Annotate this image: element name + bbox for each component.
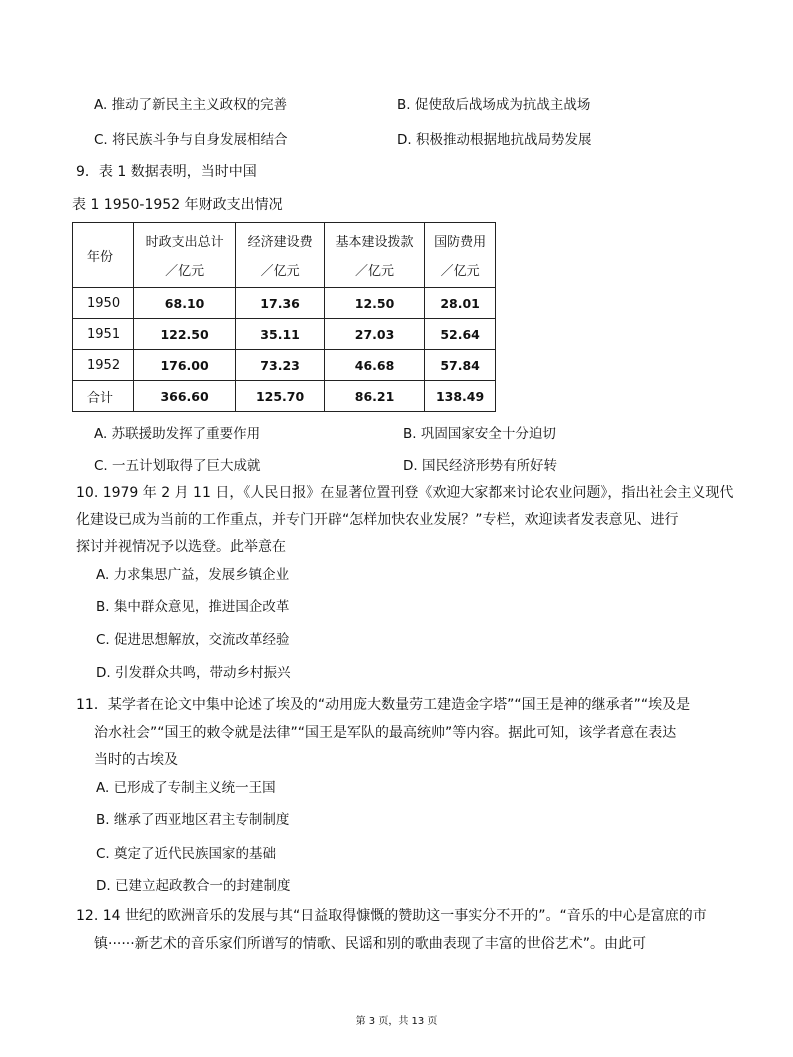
cell-defense: 52.64 (425, 319, 496, 350)
cell-economic: 125.70 (236, 381, 325, 412)
cell-year: 1951 (73, 319, 134, 350)
cell-total: 366.60 (133, 381, 235, 412)
q12-stem-line-2: 镇······新艺术的音乐家们所谱写的情歌、民谣和别的歌曲表现了丰富的世俗艺术”。由此可 (94, 936, 646, 952)
table-caption: 表 1 1950-1952 年财政支出情况 (72, 197, 283, 213)
cell-defense: 57.84 (425, 350, 496, 381)
q11-option-a: A. 已形成了专制主义统一王国 (96, 780, 276, 796)
cell-year: 合计 (73, 381, 134, 412)
q10-stem-line-1: 10. 1979 年 2 月 11 日，《人民日报》在显著位置刊登《欢迎大家都来讨论农业问题》，指出社会主义现代 (76, 485, 734, 501)
q9-stem: 9．表 1 数据表明，当时中国 (76, 164, 257, 180)
q11-option-d: D. 已建立起政教合一的封建制度 (96, 878, 291, 894)
cell-year: 1952 (73, 350, 134, 381)
table-row (73, 288, 496, 319)
cell-defense: 28.01 (425, 288, 496, 319)
finance-table (72, 222, 496, 412)
q10-stem-line-2: 化建设已成为当前的工作重点，并专门开辟“怎样加快农业发展？”专栏，欢迎读者发表意见、进行 (76, 512, 679, 528)
q8-option-c: C. 将民族斗争与自身发展相结合 (94, 132, 288, 148)
table-row (73, 350, 496, 381)
header-economic: 经济建设费 ／亿元 (236, 223, 325, 288)
q10-option-a: A. 力求集思广益，发展乡镇企业 (96, 567, 290, 583)
q8-option-d: D. 积极推动根据地抗战局势发展 (397, 132, 592, 148)
q12-stem-line-1: 12. 14 世纪的欧洲音乐的发展与其“日益取得慷慨的赞助这一事实分不开的”。“音乐的中心是富庶的市 (76, 908, 707, 924)
q10-option-c: C. 促进思想解放，交流改革经验 (96, 632, 290, 648)
q10-option-d: D. 引发群众共鸣，带动乡村振兴 (96, 665, 291, 681)
q9-option-a: A. 苏联援助发挥了重要作用 (94, 426, 261, 442)
q11-option-b: B. 继承了西亚地区君主专制制度 (96, 812, 290, 828)
cell-total: 176.00 (133, 350, 235, 381)
q9-option-b: B. 巩固国家安全十分迫切 (403, 426, 556, 442)
cell-total: 122.50 (133, 319, 235, 350)
cell-construction: 12.50 (324, 288, 424, 319)
cell-defense: 138.49 (425, 381, 496, 412)
q11-stem-line-1: 11．某学者在论文中集中论述了埃及的“动用庞大数量劳工建造金字塔”“国王是神的继承者”“埃及是 (76, 697, 691, 713)
q9-option-d: D. 国民经济形势有所好转 (403, 458, 557, 474)
header-total: 时政支出总计 ／亿元 (133, 223, 235, 288)
q11-stem-line-2: 治水社会”“国王的敕令就是法律”“国王是军队的最高统帅”等内容。据此可知，该学者意在表达 (94, 725, 677, 741)
cell-construction: 27.03 (324, 319, 424, 350)
header-construction: 基本建设拨款 ／亿元 (324, 223, 424, 288)
cell-total: 68.10 (133, 288, 235, 319)
header-year: 年份 (73, 223, 134, 288)
cell-year: 1950 (73, 288, 134, 319)
page-number: 第 3 页，共 13 页 (355, 1016, 438, 1027)
header-defense: 国防费用 ／亿元 (425, 223, 496, 288)
table-row (73, 319, 496, 350)
q10-stem-line-3: 探讨并视情况予以选登。此举意在 (76, 539, 286, 555)
q11-option-c: C. 奠定了近代民族国家的基础 (96, 846, 277, 862)
q9-option-c: C. 一五计划取得了巨大成就 (94, 458, 261, 474)
cell-construction: 86.21 (324, 381, 424, 412)
cell-economic: 17.36 (236, 288, 325, 319)
cell-economic: 73.23 (236, 350, 325, 381)
q8-option-b: B. 促使敌后战场成为抗战主战场 (397, 97, 591, 113)
table-row-total (73, 381, 496, 412)
q10-option-b: B. 集中群众意见，推进国企改革 (96, 599, 290, 615)
table-header-row (73, 223, 496, 288)
cell-construction: 46.68 (324, 350, 424, 381)
q8-option-a: A. 推动了新民主主义政权的完善 (94, 97, 288, 113)
cell-economic: 35.11 (236, 319, 325, 350)
q11-stem-line-3: 当时的古埃及 (94, 752, 178, 768)
